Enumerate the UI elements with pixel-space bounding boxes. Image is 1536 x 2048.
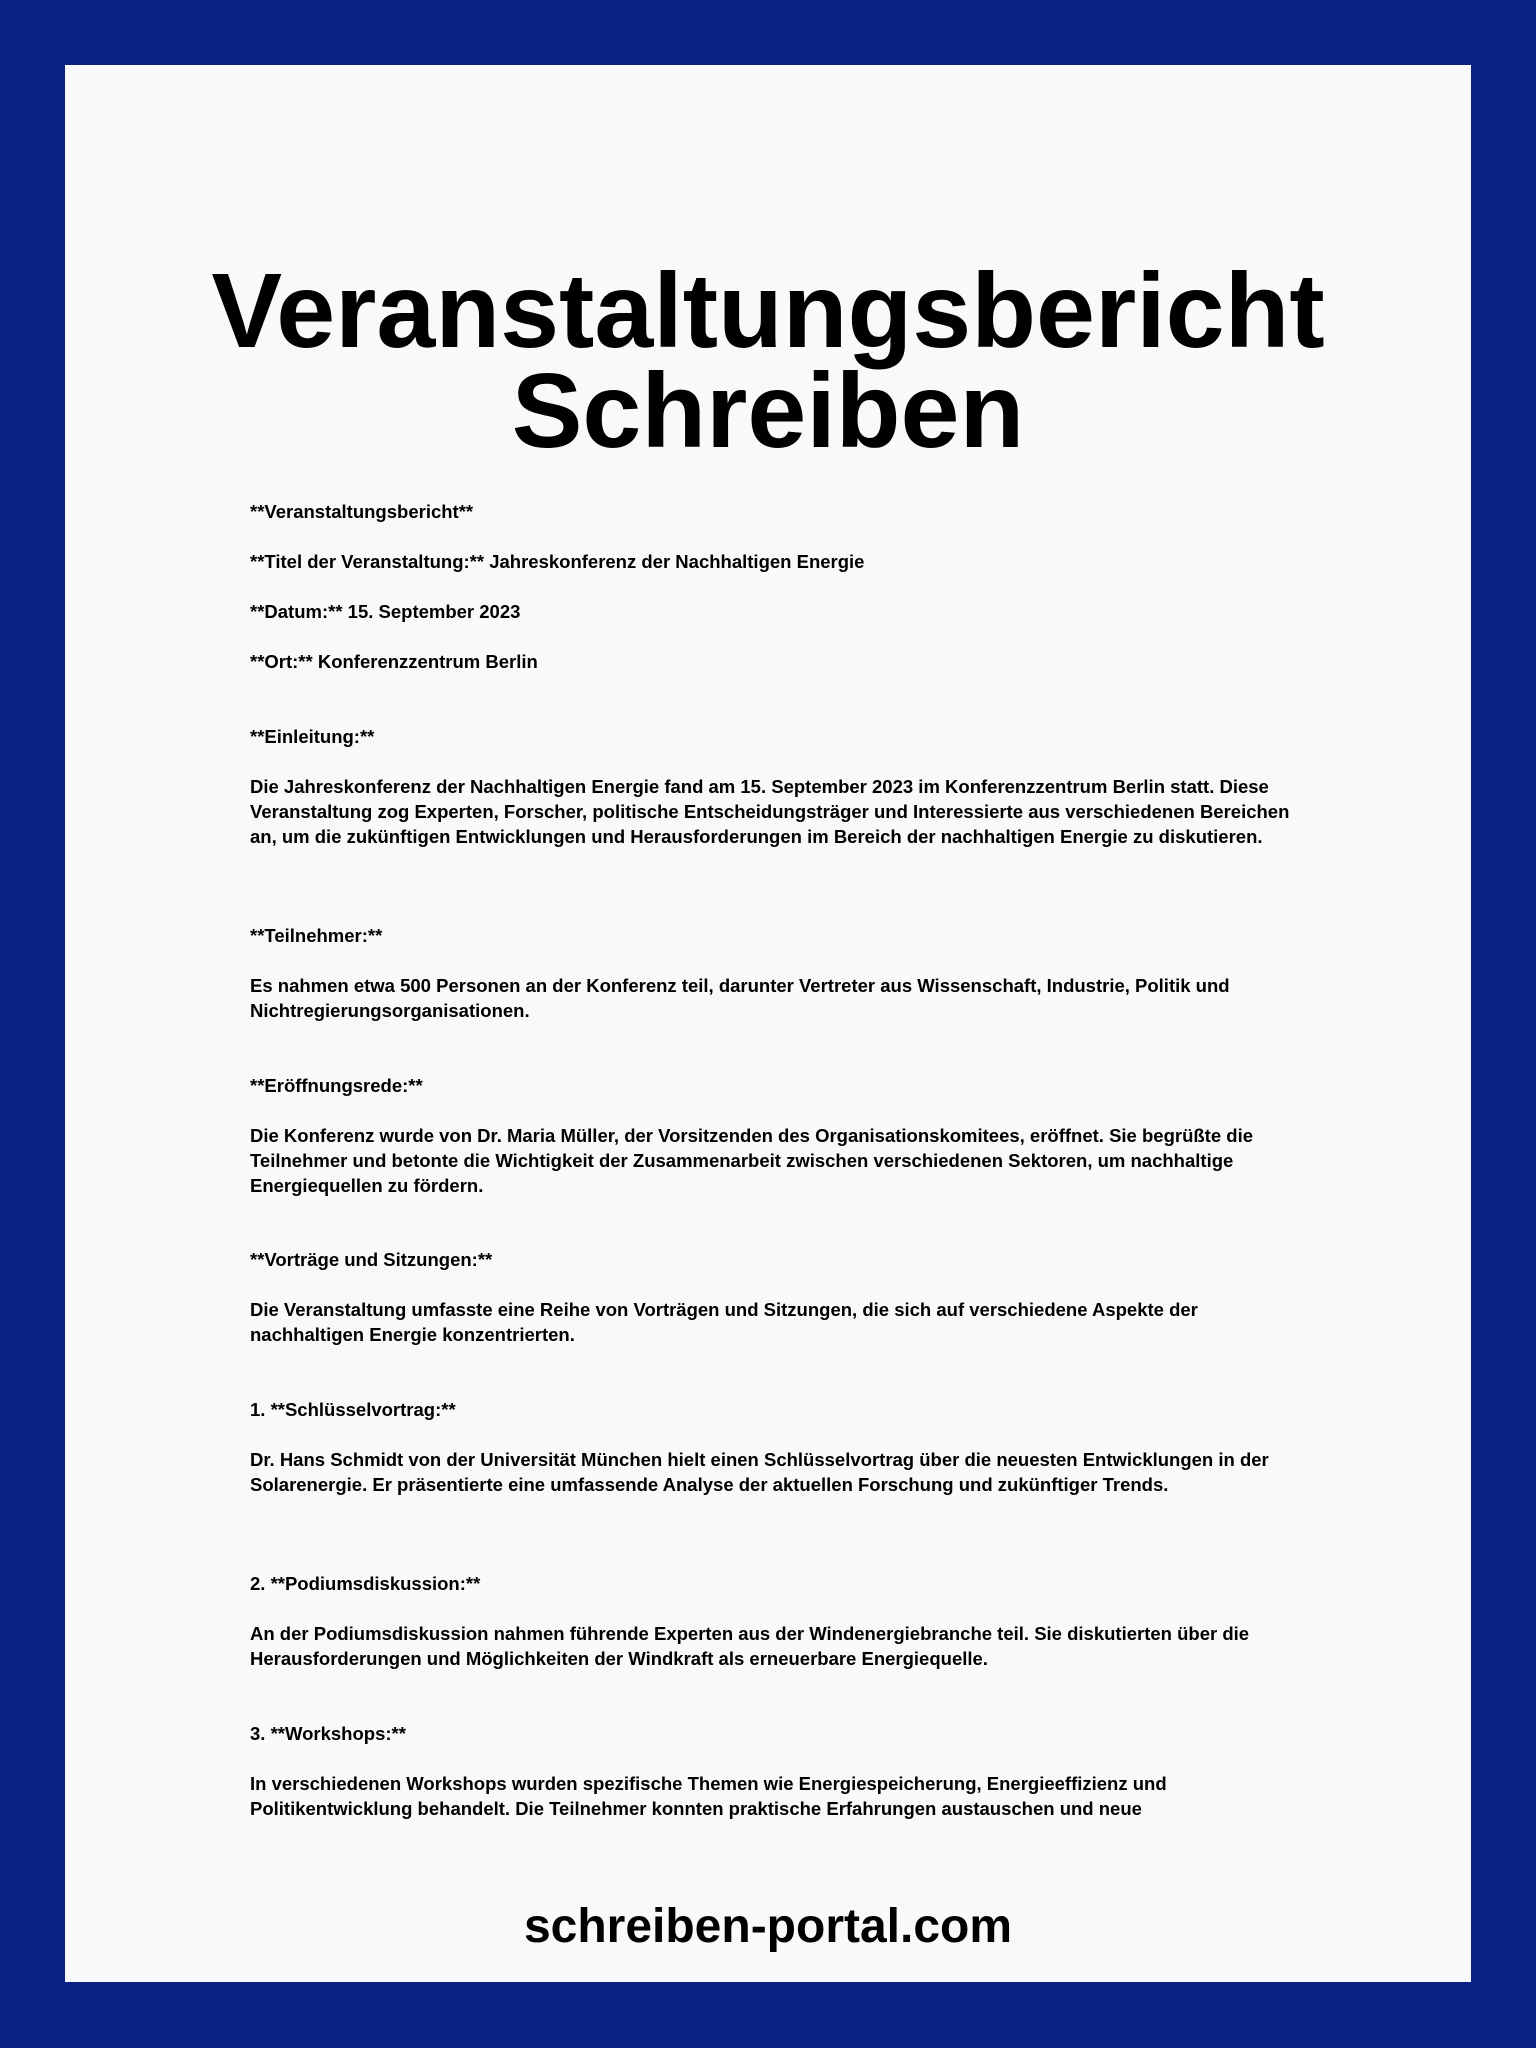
- section-body-keynote: Dr. Hans Schmidt von der Universität München hielt einen Schlüsselvortrag über die neuesten Entwicklungen in der Solarenergie. Er präsentierte eine umfassende Analyse der aktuellen Forschung und zukünftiger Trends.: [250, 1449, 1269, 1495]
- report-heading: **Veranstaltungsbericht**: [250, 501, 474, 522]
- title-line-1: Veranstaltungsbericht: [211, 252, 1325, 370]
- section-heading-opening: **Eröffnungsrede:**: [250, 1075, 423, 1096]
- footer-site-name: schreiben-portal.com: [523, 1900, 1013, 1953]
- section-body-workshops: In verschiedenen Workshops wurden spezifische Themen wie Energiespeicherung, Energieeffizienz und Politikentwicklung behandelt. Die Teilnehmer konnten praktische Erfahrungen austauschen und neue: [250, 1773, 1167, 1819]
- page-title: [65, 252, 1471, 470]
- section-body-talks: Die Veranstaltung umfasste eine Reihe von Vorträgen und Sitzungen, die sich auf verschiedene Aspekte der nachhaltigen Energie konzentrierten.: [250, 1299, 1198, 1345]
- event-location-line: **Ort:** Konferenzzentrum Berlin: [250, 651, 538, 672]
- section-heading-participants: **Teilnehmer:**: [250, 925, 383, 946]
- section-body-intro: Die Jahreskonferenz der Nachhaltigen Energie fand am 15. September 2023 im Konferenzzentrum Berlin statt. Diese Veranstaltung zog Experten, Forscher, politische Entscheidungsträger und Interessierte aus verschiedenen Bereichen an, um die zukünftigen Entwicklungen und Herausforderungen im Bereich der nachhaltigen Energie zu diskutieren.: [250, 776, 1290, 847]
- title-line-2: Schreiben: [511, 352, 1025, 470]
- section-heading-panel: 2. **Podiumsdiskussion:**: [250, 1573, 481, 1594]
- section-heading-keynote: 1. **Schlüsselvortrag:**: [250, 1399, 456, 1420]
- event-title-line: **Titel der Veranstaltung:** Jahreskonferenz der Nachhaltigen Energie: [250, 551, 865, 572]
- section-body-panel: An der Podiumsdiskussion nahmen führende Experten aus der Windenergiebranche teil. Sie diskutierten über die Herausforderungen und Möglichkeiten der Windkraft als erneuerbare Energiequelle.: [250, 1623, 1250, 1669]
- section-heading-workshops: 3. **Workshops:**: [250, 1723, 406, 1744]
- section-heading-intro: **Einleitung:**: [250, 726, 375, 747]
- document-page: [65, 65, 1471, 1982]
- section-heading-talks: **Vorträge und Sitzungen:**: [250, 1249, 493, 1270]
- section-body-participants: Es nahmen etwa 500 Personen an der Konferenz teil, darunter Vertreter aus Wissenschaft, Industrie, Politik und Nichtregierungsorganisationen.: [250, 975, 1230, 1021]
- section-body-opening: Die Konferenz wurde von Dr. Maria Müller, der Vorsitzenden des Organisationskomitees, eröffnet. Sie begrüßte die Teilnehmer und betonte die Wichtigkeit der Zusammenarbeit zwischen verschiedenen Sektoren, um nachhaltige Energiequellen zu fördern.: [250, 1125, 1253, 1196]
- event-date-line: **Datum:** 15. September 2023: [250, 601, 521, 622]
